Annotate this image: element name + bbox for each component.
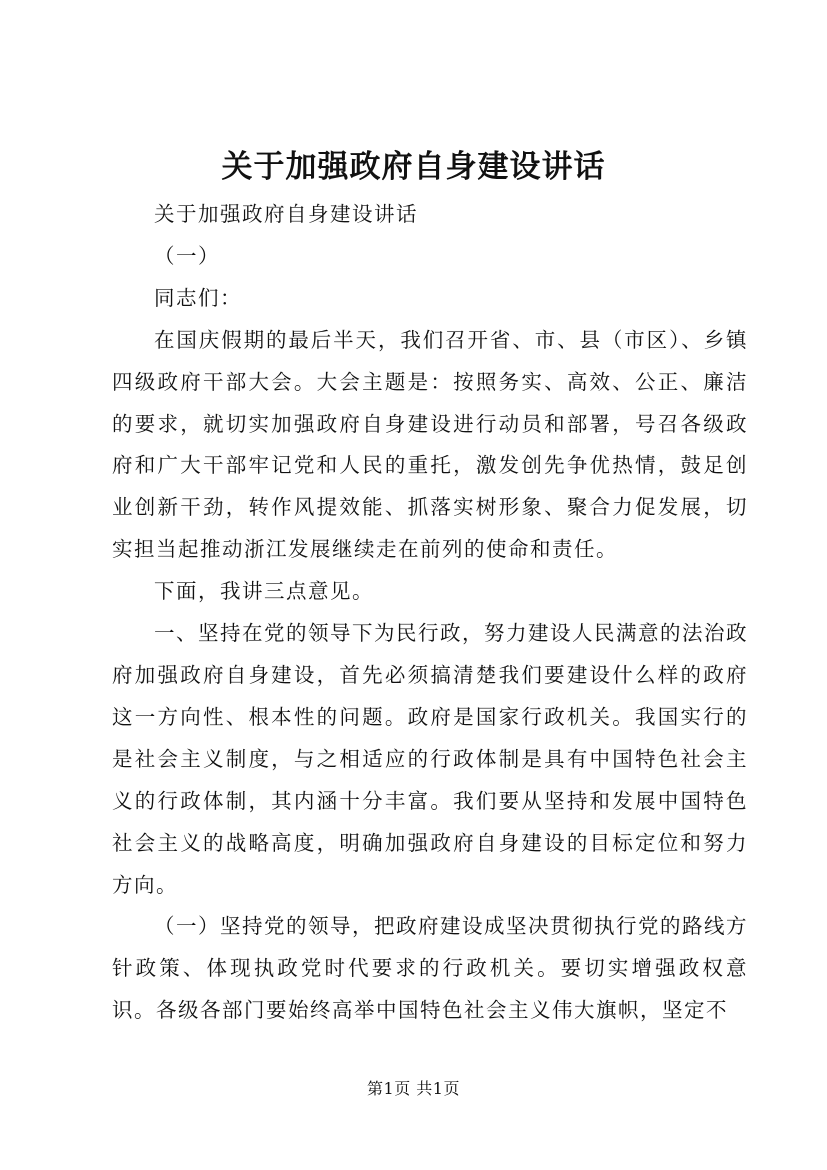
paragraph-point-one: 一、坚持在党的领导下为民行政，努力建设人民满意的法治政府加强政府自身建设，首先必须搞清楚我们要建设什么样的政府这一方向性、根本性的问题。政府是国家行政机关。我国实行的是社会主义制度，与之相适应的行政体制是具有中国特色社会主义的行政体制，其内涵十分丰富。我们要从坚持和发展中国特色社会主义的战略高度，明确加强政府自身建设的目标定位和努力方向。 — [112, 621, 749, 897]
paragraph-salutation: 同志们： — [154, 285, 243, 310]
document-title: 关于加强政府自身建设讲话 — [221, 149, 606, 185]
paragraph-subtitle: 关于加强政府自身建设讲话 — [154, 202, 419, 226]
paragraph-outline: 下面，我讲三点意见。 — [154, 579, 375, 604]
paragraph-intro: 在国庆假期的最后半天，我们召开省、市、县（市区）、乡镇四级政府干部大会。大会主题是：按照务实、高效、公正、廉洁的要求，就切实加强政府自身建设进行动员和部署，号召各级政府和广大干部牢记党和人民的重托，激发创先争优热情，鼓足创业创新干劲，转作风提效能、抓落实树形象、聚合力促发展，切实担当起推动浙江发展继续走在前列的使命和责任。 — [112, 327, 748, 562]
paragraph-section-number: （一） — [154, 243, 221, 268]
paragraph-subpoint-one: （一）坚持党的领导，把政府建设成坚决贯彻执行党的路线方针政策、体现执政党时代要求的行政机关。要切实增强政权意识。各级各部门要始终高举中国特色社会主义伟大旗帜，坚定不 — [112, 914, 749, 1023]
page-footer: 第1页 共1页 — [367, 1079, 460, 1098]
document-body — [112, 194, 748, 1032]
